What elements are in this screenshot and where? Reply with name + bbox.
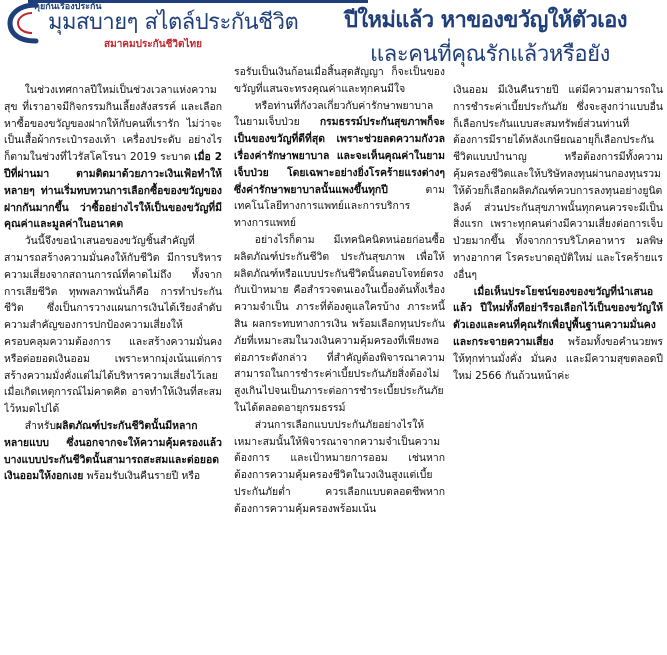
headline-line-2: และคนที่คุณรักแล้วหรือยัง — [370, 42, 610, 67]
paragraph-text: สำหรับ — [24, 419, 56, 432]
article-column-1 — [4, 82, 222, 652]
paragraph-text: อย่างไรก็ตาม มีเทคนิคนิดหน่อยก่อนซื้อผลิตภัณฑ์ประกันชีวิต ประกันสุขภาพ เพื่อให้ผลิตภัณฑ์หรือแบบประกันชีวิตนั้นตอบโจทย์ตรงกับเป้าหมาย คือสำรวจตนเองในเบื้องต้นทั้งเรื่องความจำเป็น ภาระที่ต้องดูแลใครบ้าง ภาระหนี้สิน ผลกระทบทางการเงิน พร้อมเลือกทุนประกันภัยที่เหมาะสมในวงเงินความคุ้มครองที่เพียงพอต่อภาระดังกล่าว ที่สำคัญต้องพิจารณาความสามารถในการชำระค่าเบี้ยประกันภัยสิ่งต้องไม่สูงเกินไปจนเป็นภาระต่อการชำระเบี้ยประกันภัยในได้ตลอดอายุกรมธรรม์ — [234, 233, 445, 414]
paragraph — [4, 82, 222, 233]
emphasis-text: เมื่อเห็นประโยชน์ของของขวัญที่นำเสนอแล้ว ปีใหม่ทั้งทีอย่ารีรอเลือกไว้เป็นของขวัญให้ตัวเองและคนที่คุณรักเพื่อปูพื้นฐานความมั่นคงและกระจายความเสี่ยง — [453, 285, 663, 348]
association-name: สมาคมประกันชีวิตไทย — [104, 39, 202, 50]
series-title: มุมสบายๆ สไตล์ประกันชีวิต — [48, 10, 299, 35]
paragraph-text: วันนี้จึงขอนำเสนอของขวัญชิ้นสำคัญที่สามารถสร้างความมั่นคงให้กับชีวิต มีการบริหารความเสี่ยงจากสถานการณ์ที่คาดไม่ถึง ทั้งจากการเสียชีวิต ทุพพลภาพนั่นก็คือ การทำประกันชีวิต ซึ่งเป็นการวางแผนการเงินได้เรียงลำดับความสำคัญของการปกป้องความเสี่ยงให้ครอบคลุมความต้องการ และสร้างความมั่นคง หรือต่อยอดเงินออม เพราะหากมุ่งเน้นแต่การสร้างความมั่งคั่งแต่ไม่ได้บริหารความเสี่ยงไว้เลย เมื่อเกิดเหตุการณ์ไม่คาดคิด อาจทำให้เงินที่สะสมไว้หมดไปได้ — [4, 235, 222, 416]
paragraph — [234, 417, 445, 518]
article-column-3 — [453, 82, 663, 442]
paragraph — [453, 82, 663, 284]
paragraph-text: เงินออม มีเงินคืนรายปี แต่มีความสามารถในการชำระค่าเบี้ยประกันภัย ซึ่งจะสูงกว่าแบบอื่น ก็เลือกประกันแบบสะสมทรัพย์ส่วนท่านที่ต้องการมีรายได้หลังเกษียณอายุก็เลือกประกันชีวิตแบบบำนาญ หรือต้องการมีทั้งความคุ้มครองชีวิตและให้บริษัทลงทุนผ่านกองทุนรวมให้ด้วยก็เลือกผลิตภัณฑ์ควบการลงทุนอย่างยูนิตลิงค์ ส่วนประกันสุขภาพนั้นทุกคนควรจะมีเป็นสิ่งแรก เพราะทุกคนต่างมีความเสี่ยงต่อการเจ็บป่วยมากขึ้น ทั้งจากการบริโภคอาหาร มลพิษทางอากาศ โรคระบาดอุบัติใหม่ และโรคร้ายแรงอื่นๆ — [453, 84, 663, 281]
paragraph — [453, 284, 663, 385]
paragraph — [234, 98, 445, 232]
paragraph — [234, 64, 445, 98]
paragraph-text: พร้อมรับเงินคืนรายปี หรือ — [83, 470, 201, 483]
life-insurance-logo-icon — [6, 1, 44, 45]
paragraph — [4, 233, 222, 418]
paragraph-text: ส่วนการเลือกแบบประกันภัยอย่างไรให้เหมาะสมนั้นให้พิจารณาจากความจำเป็นความต้องการ และเป้าหมายการออม เช่นหากต้องการความคุ้มครองชีวิตในวงเงินสูงแต่เบี้ยประกันภัยต่ำ ควรเลือกแบบตลอดชีพหากต้องการความคุ้มครองพร้อมเน้น — [234, 418, 445, 515]
emphasis-text: กรมธรรม์ประกันสุขภาพก็จะเป็นของขวัญที่ดีที่สุด เพราะช่วยลดความกังวลเรื่องค่ารักษาพยาบาล และจะเห็นคุณค่าในยามเจ็บป่วย โดยเฉพาะอย่างยิ่งโรคร้ายแรงต่างๆ ซึ่งค่ารักษาพยาบาลนั้นแพงขึ้นทุกปี — [234, 116, 445, 196]
headline-line-1: ปีใหม่แล้ว หาของขวัญให้ตัวเอง — [344, 8, 627, 33]
paragraph-text: รอรับเป็นเงินก้อนเมื่อสิ้นสุดสัญญา ก็จะเป็นของขวัญที่แสนจะทรงคุณค่าและทุกคนมีใจ — [234, 66, 445, 95]
paragraph-text: พร้อมทั้งขอคำนวยพรให้ทุกท่านมั่งคั่ง มั่นคง และมีความสุขตลอดปีใหม่ 2566 กันถ้วนหน้าค่ะ — [453, 335, 663, 382]
paragraph — [234, 232, 445, 417]
paragraph-text: หรือท่านที่กังวลเกี่ยวกับค่ารักษาพยาบาลในยามเจ็บป่วย — [234, 99, 434, 129]
paragraph-text: ในช่วงเทศกาลปีใหม่เป็นช่วงเวลาแห่งความสุข ที่เราอาจมีกิจกรรมกินเลี้ยงสังสรรค์ และเลือกหาซื้อของขวัญของฝากให้กับคนที่เรารัก ไม่ว่าจะเป็นเสื้อผ้ากระเป๋ารองเท้า เครื่องประดับ อย่างไรก็ตามในช่วงที่ไวรัสโคโรนา 2019 ระบาด — [4, 84, 222, 164]
emphasis-text: ผลิตภัณฑ์ประกันชีวิตนั้นมีหลากหลายแบบ ซึ่งนอกจากจะให้ความคุ้มครองแล้วบางแบบประกันชีวิตนั้นสามารถสะสมและต่อยอดเงินออมให้งอกเงย — [4, 419, 222, 483]
article-column-2 — [234, 64, 445, 634]
emphasis-text: เมื่อ 2 ปีที่ผ่านมา ตามติดมาด้วยภาวะเงินเฟ้อทำให้หลายๆ ท่านเริ่มทบทวนการเลือกซื้อของขวัญของฝากกันมากขึ้น ว่าซื้ออย่างไรให้เป็นของขวัญที่มีคุณค่าและมูลค่าในอนาคต — [4, 151, 222, 231]
paragraph-text: ตามเทคโนโลยีทางการแพทย์และการบริการทางการแพทย์ — [234, 183, 445, 230]
paragraph — [4, 418, 222, 485]
column-name: คุยกันเรื่องประกัน — [34, 2, 102, 12]
